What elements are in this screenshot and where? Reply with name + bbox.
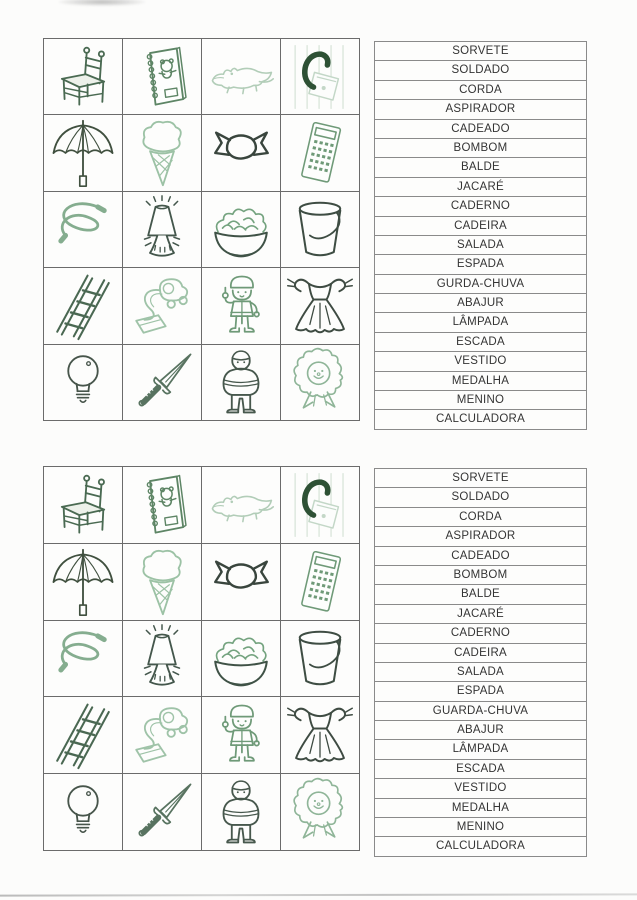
word-row: JACARÉ	[375, 178, 586, 197]
word-row: ASPIRADOR	[375, 527, 586, 546]
notebook-icon	[125, 42, 199, 112]
word-row: ESPADA	[375, 682, 586, 701]
word-row: MENINO	[375, 391, 586, 410]
grid-cell	[123, 544, 201, 620]
word-row: SOLDADO	[375, 61, 586, 80]
grid-cell	[202, 774, 280, 850]
word-row: SALADA	[375, 236, 586, 255]
boy-icon	[204, 777, 278, 847]
word-row: ESCADA	[375, 760, 586, 779]
rope-icon	[46, 623, 120, 693]
grid-cell	[281, 268, 359, 343]
grid-cell	[281, 115, 359, 190]
grid-cell	[44, 345, 122, 420]
medal-icon	[283, 347, 357, 417]
word-row: CADEIRA	[375, 644, 586, 663]
word-row: ESCADA	[375, 333, 586, 352]
word-row: ESPADA	[375, 255, 586, 274]
chair-icon	[46, 470, 120, 540]
word-row: GUARDA-CHUVA	[375, 702, 586, 721]
grid-cell	[44, 192, 122, 267]
grid-cell	[281, 39, 359, 114]
word-row: VESTIDO	[375, 779, 586, 798]
ladder-icon	[46, 700, 120, 770]
umbrella-icon	[46, 547, 120, 617]
candy-icon	[204, 118, 278, 188]
word-row: CADEADO	[375, 120, 586, 139]
bucket-icon	[283, 623, 357, 693]
dress-icon	[283, 271, 357, 341]
grid-cell	[202, 345, 280, 420]
notebook-icon	[125, 470, 199, 540]
salad-icon	[204, 194, 278, 264]
vacuum-icon	[125, 700, 199, 770]
word-row: SALADA	[375, 663, 586, 682]
word-row: SORVETE	[375, 42, 586, 61]
word-row: MENINO	[375, 818, 586, 837]
calculator-icon	[283, 547, 357, 617]
word-row: MEDALHA	[375, 799, 586, 818]
grid-cell	[281, 192, 359, 267]
grid-cell	[123, 621, 201, 697]
word-row: BALDE	[375, 585, 586, 604]
light-bulb-icon	[46, 777, 120, 847]
grid-cell	[44, 697, 122, 773]
ice-cream-icon	[125, 547, 199, 617]
scan-edge-line	[0, 893, 637, 896]
chair-icon	[46, 42, 120, 112]
grid-cell	[281, 467, 359, 543]
grid-cell	[123, 697, 201, 773]
soldier-icon	[204, 271, 278, 341]
grid-cell	[123, 774, 201, 850]
word-row: CADEADO	[375, 547, 586, 566]
word-row: JACARÉ	[375, 605, 586, 624]
word-row: GURDA-CHUVA	[375, 275, 586, 294]
grid-cell	[44, 268, 122, 343]
word-row: CADERNO	[375, 624, 586, 643]
boy-icon	[204, 347, 278, 417]
ice-cream-icon	[125, 118, 199, 188]
picture-grid-top	[43, 38, 360, 421]
dagger-icon	[125, 777, 199, 847]
grid-cell	[123, 268, 201, 343]
light-bulb-icon	[46, 347, 120, 417]
word-row: ABAJUR	[375, 721, 586, 740]
word-row: BOMBOM	[375, 566, 586, 585]
grid-cell	[202, 621, 280, 697]
grid-cell	[44, 39, 122, 114]
grid-cell	[202, 192, 280, 267]
grid-cell	[123, 192, 201, 267]
word-list-bottom	[374, 468, 587, 857]
lamp-icon	[125, 194, 199, 264]
grid-cell	[123, 467, 201, 543]
word-row: VESTIDO	[375, 352, 586, 371]
word-row: CALCULADORA	[435, 413, 526, 426]
soldier-icon	[204, 700, 278, 770]
grid-cell	[123, 115, 201, 190]
candy-icon	[204, 547, 278, 617]
salad-icon	[204, 623, 278, 693]
grid-cell	[44, 544, 122, 620]
grid-cell	[281, 345, 359, 420]
word-row: CORDA	[375, 508, 586, 527]
word-row: MEDALHA	[375, 372, 586, 391]
lamp-icon	[125, 623, 199, 693]
word-row: CORDA	[375, 81, 586, 100]
alligator-icon	[204, 42, 278, 112]
calculator-icon	[283, 118, 357, 188]
grid-cell	[123, 39, 201, 114]
grid-cell	[281, 774, 359, 850]
rope-icon	[46, 194, 120, 264]
word-row: ABAJUR	[375, 294, 586, 313]
grid-cell	[202, 115, 280, 190]
grid-cell	[281, 697, 359, 773]
word-row: ASPIRADOR	[375, 100, 586, 119]
grid-cell	[202, 268, 280, 343]
bucket-icon	[283, 194, 357, 264]
medal-icon	[283, 777, 357, 847]
picture-grid-bottom	[43, 466, 360, 851]
word-row: SOLDADO	[375, 488, 586, 507]
grid-cell	[44, 467, 122, 543]
grid-cell	[202, 697, 280, 773]
alligator-icon	[204, 470, 278, 540]
grid-cell	[281, 544, 359, 620]
grid-cell	[202, 544, 280, 620]
grid-cell	[202, 467, 280, 543]
grid-cell	[123, 345, 201, 420]
grid-cell	[202, 39, 280, 114]
padlock-icon	[283, 42, 357, 112]
word-list-top	[374, 41, 587, 430]
dagger-icon	[125, 347, 199, 417]
grid-cell	[44, 621, 122, 697]
word-row: CADEIRA	[375, 217, 586, 236]
grid-cell	[44, 774, 122, 850]
word-row: CALCULADORA	[435, 840, 526, 853]
ladder-icon	[46, 271, 120, 341]
word-row: LÂMPADA	[375, 740, 586, 759]
umbrella-icon	[46, 118, 120, 188]
word-row: BALDE	[375, 158, 586, 177]
vacuum-icon	[125, 271, 199, 341]
word-row: CADERNO	[375, 197, 586, 216]
grid-cell	[44, 115, 122, 190]
grid-cell	[281, 621, 359, 697]
word-row: SORVETE	[375, 469, 586, 488]
scan-smudge	[58, 0, 146, 6]
word-row: LÂMPADA	[375, 313, 586, 332]
word-row: BOMBOM	[375, 139, 586, 158]
dress-icon	[283, 700, 357, 770]
padlock-icon	[283, 470, 357, 540]
